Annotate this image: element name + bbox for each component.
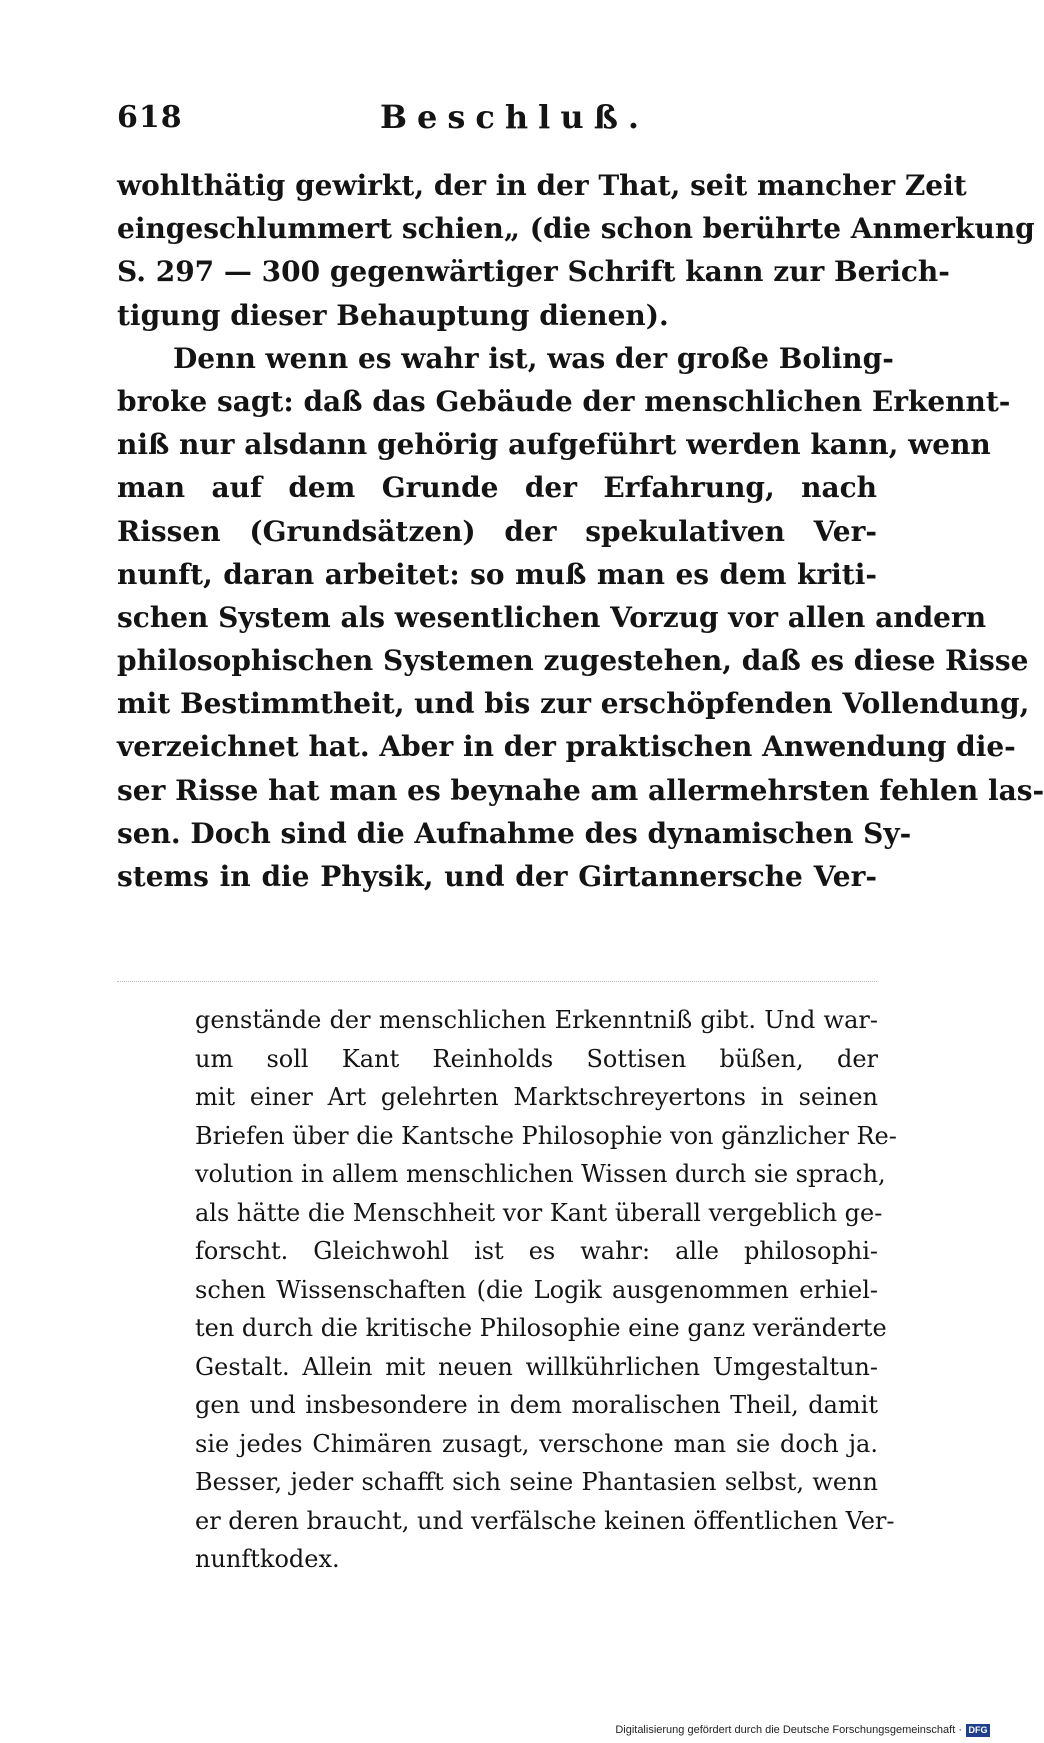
footnote-line: er deren braucht, und verfälsche keinen öffentlichen Ver- — [195, 1506, 895, 1535]
footnote-line: nunftkodex. — [195, 1545, 340, 1573]
main-text-line: Denn wenn es wahr ist, was der große Boling- — [173, 341, 894, 375]
main-text-line: sen. Doch sind die Aufnahme des dynamischen Sy- — [117, 816, 912, 850]
main-text-block — [117, 164, 1044, 898]
footnote-line: Gestalt. Allein mit neuen willkührlichen Umgestaltun- — [195, 1352, 878, 1381]
credit-text: Digitalisierung gefördert durch die Deutsche Forschungsgemeinschaft · — [615, 1724, 962, 1736]
footnote-line: volution in allem menschlichen Wissen durch sie sprach, — [195, 1160, 886, 1188]
main-text-line: ser Risse hat man es beynahe am allermehrsten fehlen las- — [117, 773, 1044, 807]
footnote-line: um soll Kant Reinholds Sottisen büßen, der — [195, 1044, 878, 1073]
main-text-line: man auf dem Grunde der Erfahrung, nach — [117, 471, 877, 505]
main-text-line: mit Bestimmtheit, und bis zur erschöpfenden Vollendung, — [117, 687, 1030, 721]
main-text-line: wohlthätig gewirkt, der in der That, seit mancher Zeit — [117, 169, 967, 202]
main-text-line: niß nur alsdann gehörig aufgeführt werden kann, wenn — [117, 428, 991, 462]
main-text-line: nunft, daran arbeitet: so muß man es dem kriti- — [117, 557, 877, 591]
main-text-line: tigung dieser Behauptung dienen). — [117, 298, 669, 332]
main-text-line: Rissen (Grundsätzen) der spekulativen Ver- — [117, 514, 877, 548]
footnote-line: schen Wissenschaften (die Logik ausgenommen erhiel- — [195, 1275, 878, 1304]
footnote-divider — [117, 981, 877, 982]
main-text-line: stems in die Physik, und der Girtannersche Ver- — [117, 860, 877, 893]
footnote-line: gen und insbesondere in dem moralischen Theil, damit — [195, 1391, 878, 1419]
footnote-line: sie jedes Chimären zusagt, verschone man sie doch ja. — [195, 1429, 878, 1458]
main-text-line: S. 297 — 300 gegenwärtiger Schrift kann zur Berich- — [117, 255, 950, 289]
main-text-line: philosophischen Systemen zugestehen, daß es diese Risse — [117, 644, 1029, 678]
footnote-line: forscht. Gleichwohl ist es wahr: alle philosophi- — [195, 1237, 878, 1265]
page-number: 618 — [117, 100, 183, 135]
footnote-line: mit einer Art gelehrten Marktschreyertons in seinen — [195, 1083, 878, 1111]
footnote-line: ten durch die kritische Philosophie eine ganz veränderte — [195, 1314, 887, 1342]
main-text-line: eingeschlummert schien„ (die schon berührte Anmerkung — [117, 212, 1035, 246]
dfg-logo-icon: DFG — [966, 1724, 990, 1737]
main-text-line: schen System als wesentlichen Vorzug vor allen andern — [117, 600, 987, 634]
footnote-block — [195, 1001, 897, 1579]
footnote-line: Besser, jeder schafft sich seine Phantasien selbst, wenn — [195, 1468, 878, 1496]
footnote-line: genstände der menschlichen Erkenntniß gibt. Und war- — [195, 1006, 878, 1034]
footnote-line: Briefen über die Kantsche Philosophie von gänzlicher Re- — [195, 1121, 897, 1150]
digitization-credit — [615, 1722, 990, 1738]
main-text-line: broke sagt: daß das Gebäude der menschlichen Erkennt- — [117, 384, 1011, 418]
footnote-line: als hätte die Menschheit vor Kant überall vergeblich ge- — [195, 1198, 883, 1227]
running-head: Beschluß. — [380, 98, 650, 136]
main-text-line: verzeichnet hat. Aber in der praktischen Anwendung die- — [117, 730, 1016, 764]
